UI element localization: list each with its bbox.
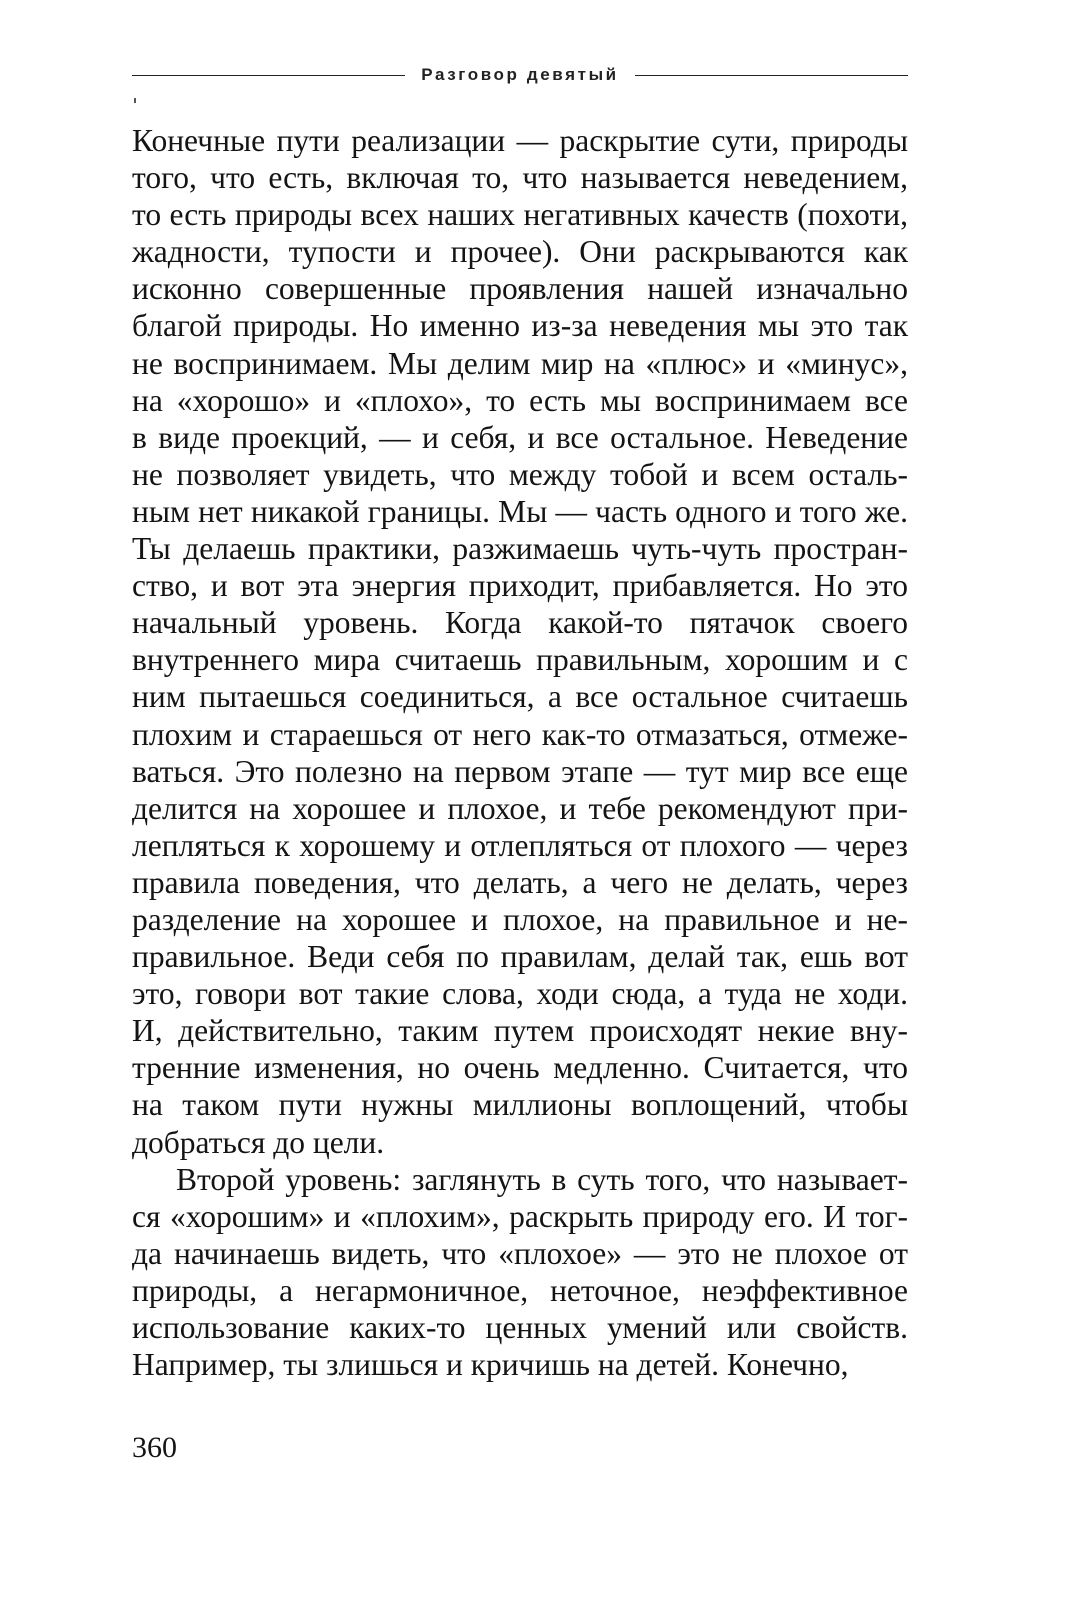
running-title: Разговор девятый <box>421 65 619 84</box>
text-line: ним пытаешься соединиться, а все остальное считаешь <box>132 679 908 715</box>
text-line: делится на хорошее и плохое, и тебе рекомендуют при- <box>132 790 908 826</box>
text-line: не позволяет увидеть, что между тобой и всем осталь- <box>132 456 908 492</box>
page-number: 360 <box>132 1431 177 1464</box>
text-line: на «хорошо» и «плохо», то есть мы воспринимаем все <box>132 382 908 418</box>
text-line: разделение на хорошее и плохое, на правильное и не- <box>132 901 908 937</box>
text-line: правила поведения, что делать, а чего не делать, через <box>132 864 908 900</box>
text-line: ство, и вот эта энергия приходит, прибавляется. Но это <box>132 568 908 604</box>
header-rule-left <box>132 75 405 76</box>
text-line: плохим и стараешься от него как-то отмазаться, отмеже- <box>132 716 908 752</box>
text-line: жадности, тупости и прочее). Они раскрываются как <box>132 234 908 270</box>
text-line: ным нет никакой границы. Мы — часть одного и того же. <box>132 493 908 529</box>
text-line: правильное. Веди себя по правилам, делай так, ешь вот <box>132 939 908 975</box>
text-line: ваться. Это полезно на первом этапе — тут мир все еще <box>132 753 908 789</box>
text-line: внутреннего мира считаешь правильным, хорошим и с <box>132 642 908 678</box>
text-line: благой природы. Но именно из-за неведения мы это так <box>132 308 908 344</box>
text-line: да начинаешь видеть, что «плохое» — это не плохое от <box>132 1235 908 1271</box>
body-text <box>132 122 908 1383</box>
text-line: не воспринимаем. Мы делим мир на «плюс» и «минус», <box>132 345 908 381</box>
text-line: в виде проекций, — и себя, и все остальное. Неведение <box>132 419 908 455</box>
text-line: того, что есть, включая то, что называется неведением, <box>132 160 908 196</box>
text-line: исконно совершенные проявления нашей изначально <box>132 271 908 307</box>
text-line: начальный уровень. Когда какой-то пятачок своего <box>132 605 908 641</box>
text-line: И, действительно, таким путем происходят некие вну- <box>132 1013 908 1049</box>
text-line: лепляться к хорошему и отлепляться от плохого — через <box>132 827 908 863</box>
text-line: использование каких-то ценных умений или свойств. <box>132 1310 908 1345</box>
text-line: Второй уровень: заглянуть в суть того, что называет- <box>176 1161 908 1197</box>
text-line: Например, ты злишься и кричишь на детей. Конечно, <box>132 1347 849 1383</box>
text-line: на таком пути нужны миллионы воплощений, чтобы <box>132 1087 908 1123</box>
text-line: то есть природы всех наших негативных качеств (похоти, <box>132 197 908 233</box>
running-header <box>132 62 908 88</box>
text-line: Ты делаешь практики, разжимаешь чуть-чуть простран- <box>132 531 908 567</box>
text-line: это, говори вот такие слова, ходи сюда, а туда не ходи. <box>132 976 908 1012</box>
text-line: ся «хорошим» и «плохим», раскрыть природу его. И тог- <box>132 1198 908 1234</box>
text-line: тренние изменения, но очень медленно. Считается, что <box>132 1050 908 1086</box>
text-line: Конечные пути реализации — раскрытие сути, природы <box>132 123 908 158</box>
text-line: добраться до цели. <box>132 1124 385 1160</box>
print-speck <box>134 98 136 103</box>
text-line: природы, а негармоничное, неточное, неэффективное <box>132 1272 908 1308</box>
header-rule-right <box>635 75 908 76</box>
